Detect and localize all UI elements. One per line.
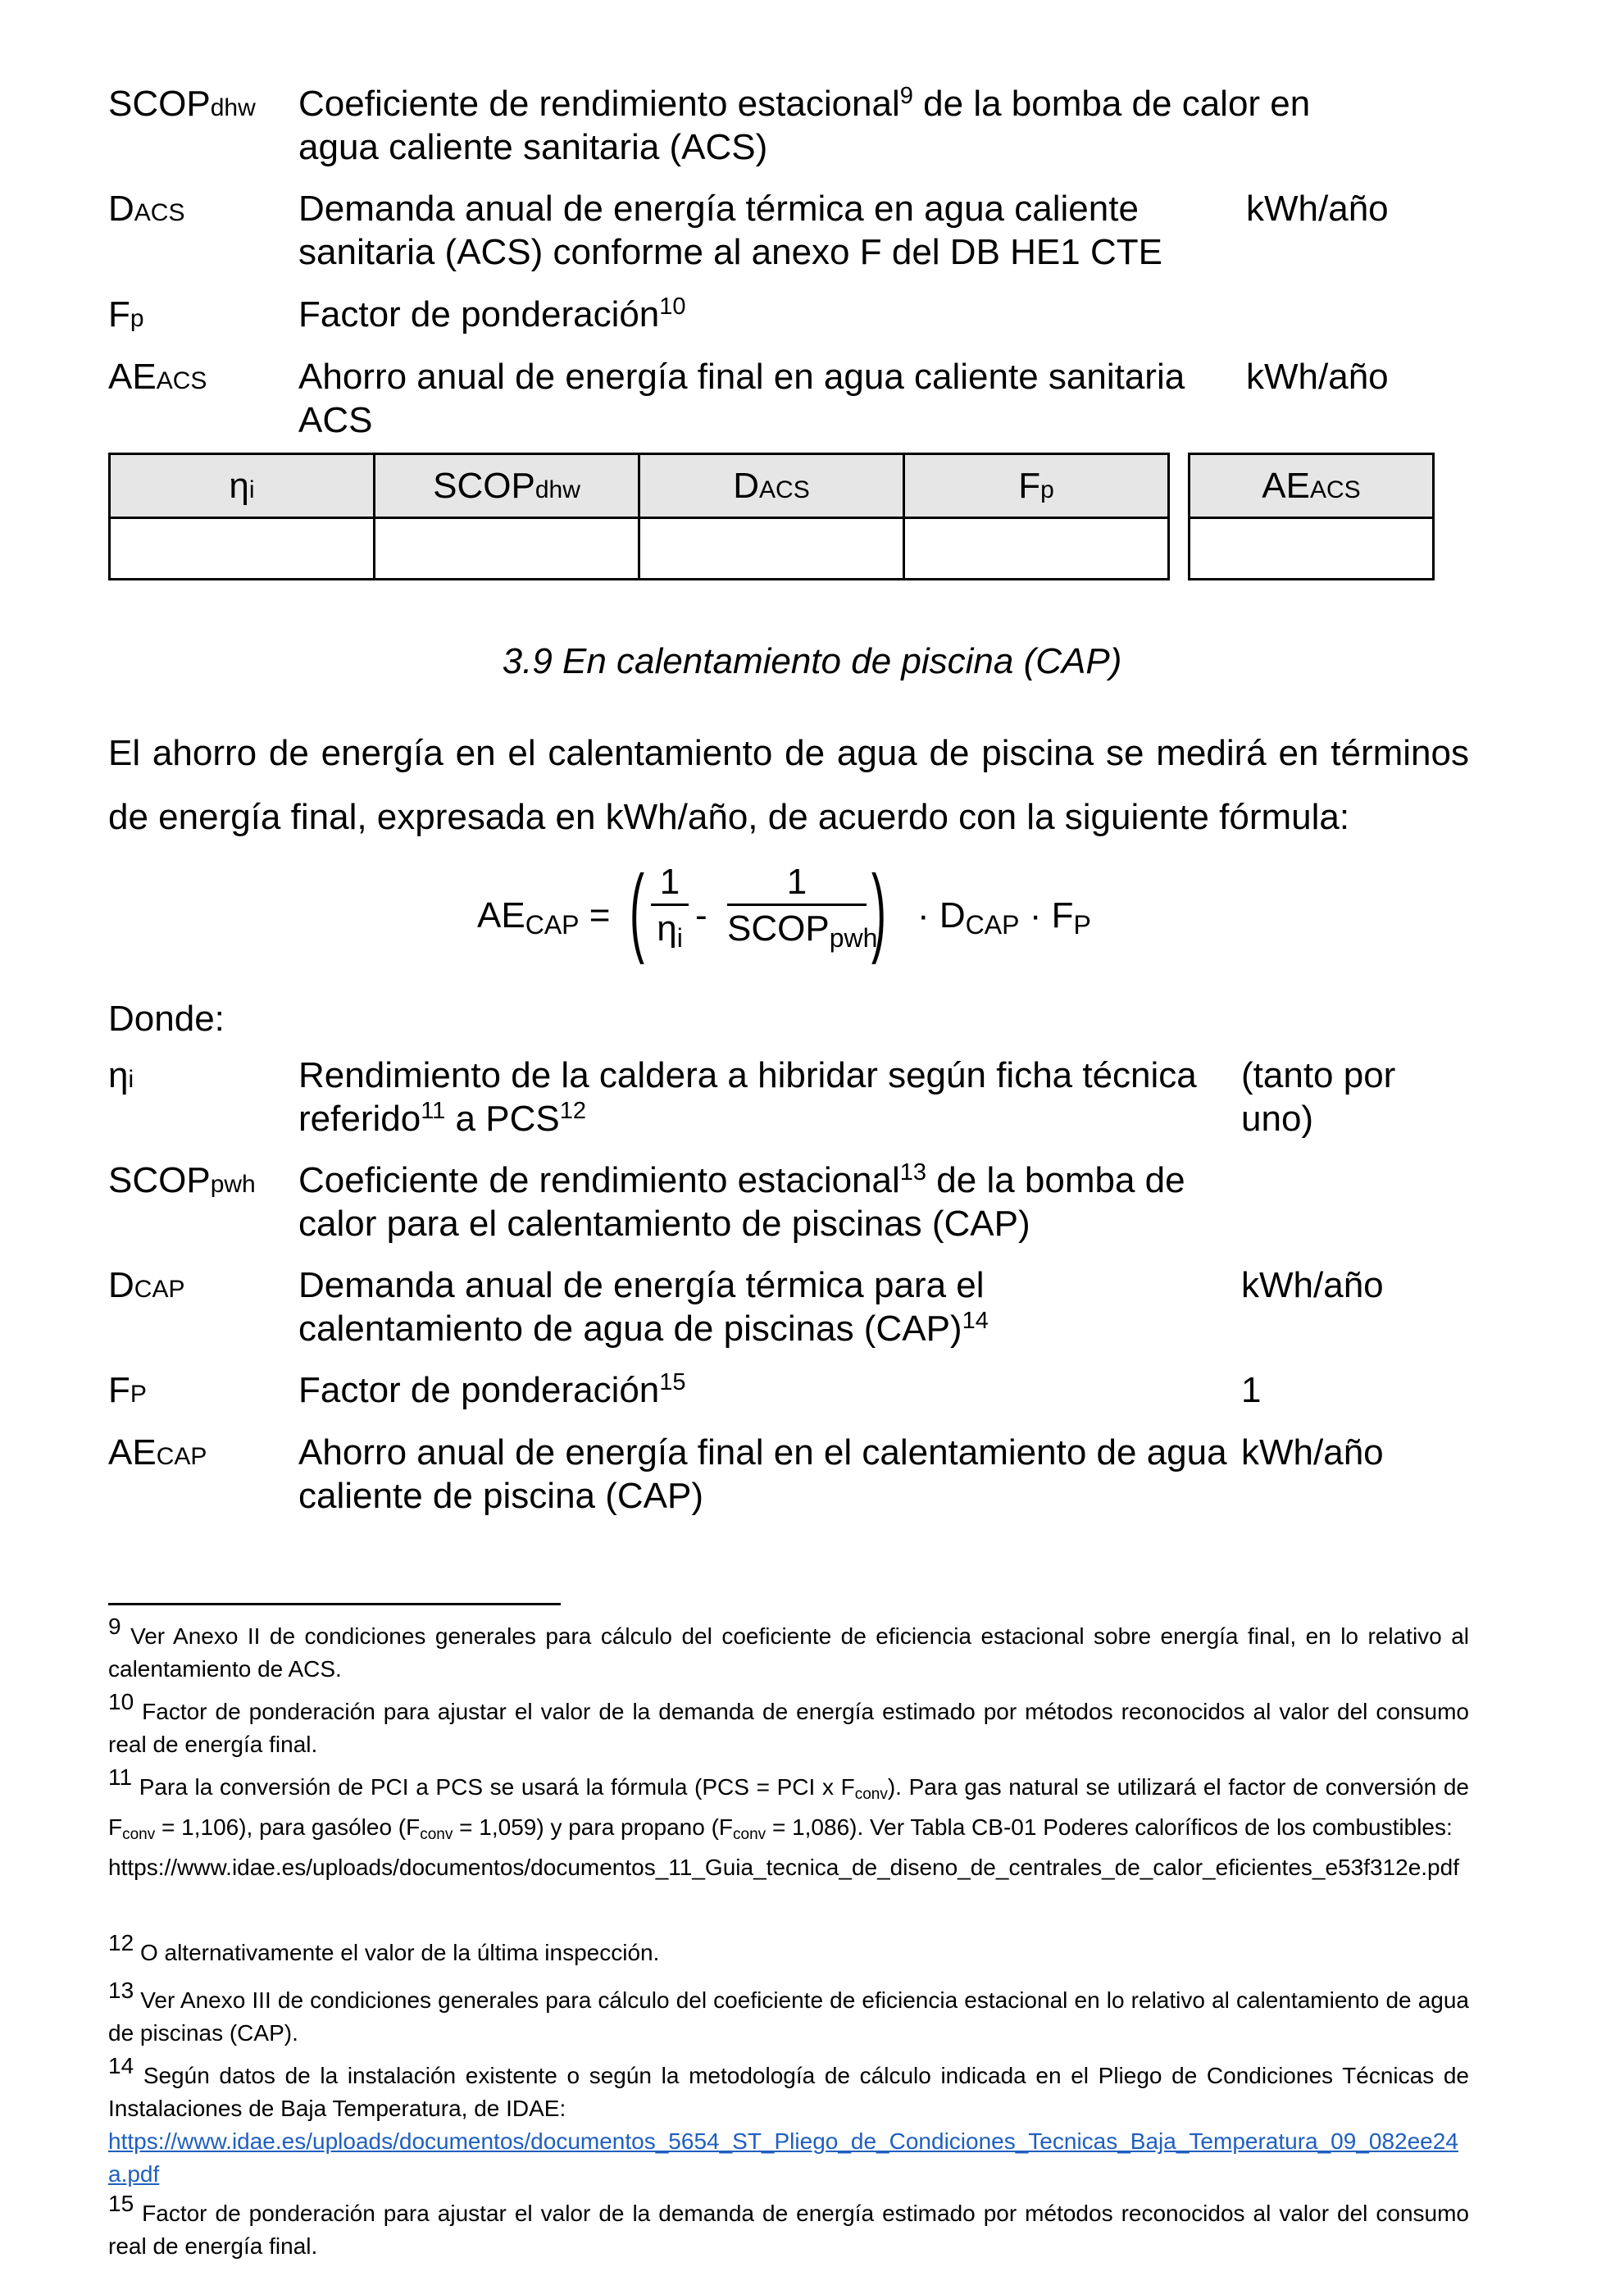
definition-symbol: AECAP bbox=[108, 1432, 207, 1473]
formula-fraction-2: 1 SCOPpwh bbox=[727, 861, 867, 961]
definition-symbol: AEACS bbox=[108, 357, 207, 397]
footnote-link[interactable]: https://www.idae.es/uploads/documentos/documentos_5654_ST_Pliego_de_Condiciones_Tecnicas_Baja_Temperatura_09_082ee24a.pdf bbox=[108, 2128, 1458, 2187]
table-cell-empty[interactable] bbox=[375, 518, 639, 580]
footnote-12: 12 O alternativamente el valor de la última inspección. bbox=[108, 1930, 660, 1965]
definition-description: Coeficiente de rendimiento estacional$^{13}$ de la bomba de calor para el calentamiento de piscinas (CAP) bbox=[298, 1159, 1185, 1244]
definition-description: Factor de ponderación$^{15}$ bbox=[298, 1369, 686, 1410]
definition-symbol: Fp bbox=[108, 294, 144, 335]
definition-description: Factor de ponderación$^{10}$ bbox=[298, 294, 686, 335]
definition-unit: kWh/año bbox=[1241, 1265, 1384, 1305]
definition-unit: kWh/año bbox=[1246, 357, 1389, 397]
definition-symbol: FP bbox=[108, 1370, 147, 1410]
definition-symbol: DACS bbox=[108, 189, 185, 229]
table-header-row bbox=[110, 454, 1434, 518]
formula-right-paren: ) bbox=[871, 855, 886, 965]
definition-description: Ahorro anual de energía final en agua caliente sanitaria ACS bbox=[298, 357, 1185, 440]
footnote-14: 14 Según datos de la instalación existente o según la metodología de cálculo indicada en el Pliego de Condiciones Técnicas de Instalaciones de Baja Temperatura, de IDAE: https://www.idae.es/uploads/documentos/documentos_5654_ST_Pliego_de_Condiciones_Tecnicas_Baja_Temperatura_09_082ee24a.pdf bbox=[108, 2053, 1469, 2187]
table-row bbox=[110, 518, 1434, 580]
intro-paragraph: El ahorro de energía en el calentamiento de agua de piscina se medirá en términos de energía final, expresada en kWh/año, de acuerdo con la siguiente fórmula: bbox=[108, 733, 1469, 837]
definition-unit: 1 bbox=[1241, 1370, 1262, 1410]
definition-description: Coeficiente de rendimiento estacional$^9$ de la bomba de calor en agua caliente sanitaria (ACS) bbox=[298, 83, 1311, 167]
table-header-cell: ηi bbox=[110, 454, 375, 518]
definition-description: Demanda anual de energía térmica para el calentamiento de agua de piscinas (CAP)$^{14}$ bbox=[298, 1265, 989, 1349]
definition-symbol: ηi bbox=[108, 1055, 134, 1095]
formula-lhs: AECAP = bbox=[477, 895, 611, 940]
table-cell-empty[interactable] bbox=[639, 518, 904, 580]
table-cell-empty[interactable] bbox=[110, 518, 375, 580]
footnote-separator bbox=[108, 1603, 561, 1605]
table-cell-empty[interactable] bbox=[1190, 518, 1434, 580]
definition-description: Rendimiento de la caldera a hibridar según ficha técnica referido$^{11}$ a PCS$^{12}$ bbox=[298, 1055, 1197, 1139]
donde-label: Donde: bbox=[108, 999, 225, 1039]
table-cell-empty[interactable] bbox=[904, 518, 1169, 580]
footnote-9: 9 Ver Anexo II de condiciones generales para cálculo del coeficiente de eficiencia estacional sobre energía final, en lo relativo al calentamiento de ACS. bbox=[108, 1614, 1470, 1682]
formula-fraction-1: $\frac{1}{\eta i}$ bbox=[651, 861, 689, 961]
table-header-cell: Fp bbox=[904, 454, 1169, 518]
table-header-cell: SCOPdhw bbox=[375, 454, 639, 518]
formula-rhs: · DCAP · FP bbox=[917, 895, 1091, 940]
table-header-cell: AEACS bbox=[1190, 454, 1434, 518]
definition-symbol: SCOPdhw bbox=[108, 84, 256, 124]
formula-left-paren: ( bbox=[629, 855, 644, 965]
definition-description: Demanda anual de energía térmica en agua caliente sanitaria (ACS) conforme al anexo F del DB HE1 CTE bbox=[298, 189, 1162, 272]
formula bbox=[477, 853, 1133, 967]
section-heading: 3.9 En calentamiento de piscina (CAP) bbox=[502, 641, 1122, 681]
definition-unit: (tanto por uno) bbox=[1241, 1055, 1396, 1139]
table-gap bbox=[1169, 518, 1190, 580]
definition-unit: kWh/año bbox=[1241, 1432, 1384, 1473]
definition-description: Ahorro anual de energía final en el calentamiento de agua caliente de piscina (CAP) bbox=[298, 1432, 1227, 1516]
table-header-cell: DACS bbox=[639, 454, 904, 518]
footnote-11: 11 Para la conversión de PCI a PCS se usará la fórmula (PCS = PCI x Fconv). Para gas natural se utilizará el factor de conversión de Fconv = 1,106), para gasóleo (Fconv = 1,059) y para propano (Fconv = 1,086). Ver Tabla CB-01 Poderes caloríficos de los combustibles: https://www.idae.es/uploads/documentos/documentos_11_Guia_tecnica_de_diseno_de_centrales_de_calor_eficientes_e53f312e.pdf bbox=[108, 1764, 1470, 1880]
footnote-15: 15 Factor de ponderación para ajustar el valor de la demanda de energía estimado por métodos reconocidos al valor del consumo real de energía final. bbox=[108, 2191, 1469, 2259]
definition-unit: kWh/año bbox=[1246, 189, 1389, 229]
footnote-10: 10 Factor de ponderación para ajustar el valor de la demanda de energía estimado por métodos reconocidos al valor del consumo real de energía final. bbox=[108, 1689, 1469, 1757]
definition-symbol: DCAP bbox=[108, 1265, 185, 1305]
variables-table bbox=[108, 453, 1435, 580]
table-gap bbox=[1169, 454, 1190, 518]
footnote-13: 13 Ver Anexo III de condiciones generales para cálculo del coeficiente de eficiencia estacional en lo relativo al calentamiento de agua de piscinas (CAP). bbox=[108, 1978, 1469, 2046]
definition-symbol: SCOPpwh bbox=[108, 1160, 256, 1200]
footnote-url: https://www.idae.es/uploads/documentos/documentos_11_Guia_tecnica_de_diseno_de_centrales_de_calor_eficientes_e53f312e.pdf bbox=[108, 1855, 1459, 1880]
formula-minus: - bbox=[695, 895, 707, 935]
